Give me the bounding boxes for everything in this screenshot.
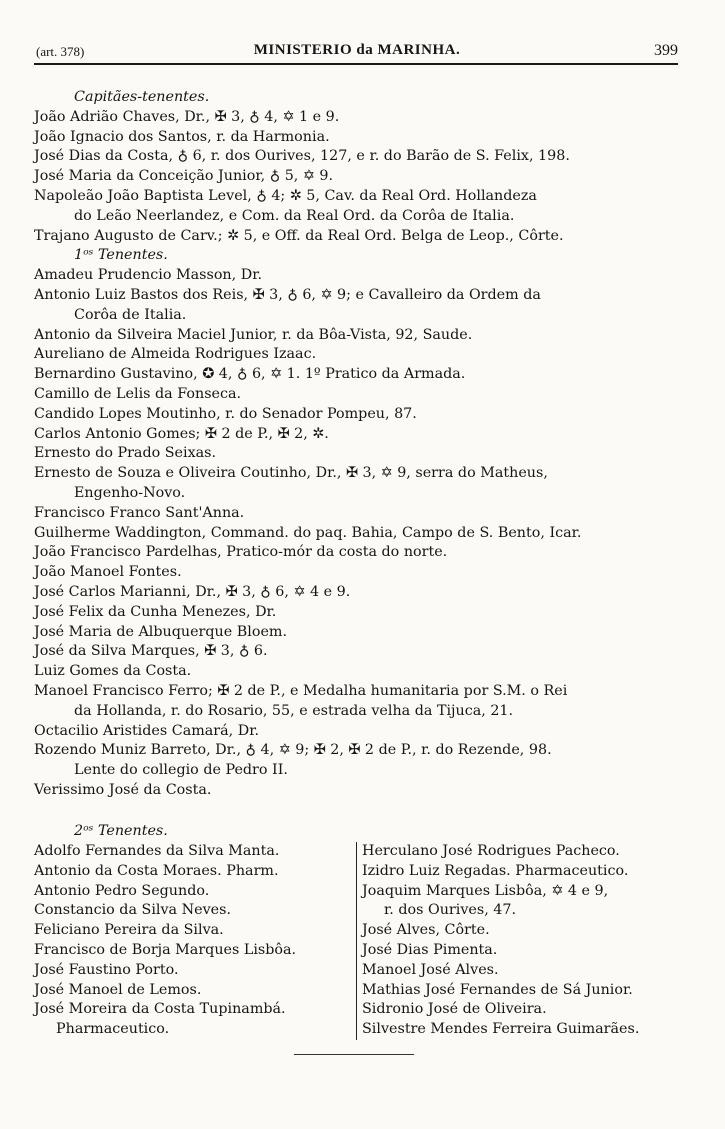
entry-line: João Adrião Chaves, Dr., ✠ 3, ♁ 4, ✡ 1 e 9.: [34, 108, 340, 125]
entry-line: Candido Lopes Moutinho, r. do Senador Pompeu, 87.: [34, 405, 417, 422]
entry-continuation: Engenho-Novo.: [74, 484, 186, 501]
entry-line: Napoleão João Baptista Level, ♁ 4; ✲ 5, Cav. da Real Ord. Hollandeza: [34, 187, 537, 204]
list-item: José Alves, Côrte.: [362, 922, 490, 939]
article-ref: (art. 378): [36, 44, 85, 59]
header-rule: [34, 63, 678, 65]
list-item: José Dias Pimenta.: [362, 941, 498, 958]
list-item-continuation: Pharmaceutico.: [56, 1021, 170, 1038]
entry-line: Octacilio Aristides Camará, Dr.: [34, 722, 260, 739]
entry-line: Camillo de Lelis da Fonseca.: [34, 385, 242, 402]
list-item: Manoel José Alves.: [362, 961, 499, 978]
entry-line: José da Silva Marques, ✠ 3, ♁ 6.: [34, 643, 268, 660]
entry-line: João Manoel Fontes.: [34, 564, 182, 581]
entry-continuation: Lente do collegio de Pedro II.: [74, 762, 288, 779]
running-title: MINISTERIO da MARINHA.: [253, 42, 461, 58]
list-item: Antonio da Costa Moraes. Pharm.: [34, 862, 279, 879]
entry-line: Guilherme Waddington, Command. do paq. Bahia, Campo de S. Bento, Icar.: [34, 524, 582, 541]
section-heading-segundos: 2ᵒˢ Tenentes.: [74, 823, 168, 839]
entry-line: Aureliano de Almeida Rodrigues Izaac.: [34, 346, 317, 363]
entry-line: José Maria de Albuquerque Bloem.: [34, 623, 288, 640]
list-item: Sidronio José de Oliveira.: [362, 1001, 547, 1018]
entry-line: Amadeu Prudencio Masson, Dr.: [34, 267, 262, 284]
section-heading-primeiros: 1ᵒˢ Tenentes.: [74, 247, 168, 264]
left-column: [34, 842, 352, 1040]
entry-continuation: Corôa de Italia.: [74, 306, 187, 323]
entry-line: Antonio Luiz Bastos dos Reis, ✠ 3, ♁ 6, ✡ 9; e Cavalleiro da Ordem da: [34, 286, 541, 303]
entry-line: João Francisco Pardelhas, Pratico-mór da costa do norte.: [34, 544, 448, 561]
list-item: Herculano José Rodrigues Pacheco.: [362, 843, 620, 859]
entry-line: Carlos Antonio Gomes; ✠ 2 de P., ✠ 2, ✲.: [34, 425, 329, 442]
list-item: Joaquim Marques Lisbôa, ✡ 4 e 9,: [362, 882, 609, 899]
entry-line: Trajano Augusto de Carv.; ✲ 5, e Off. da Real Ord. Belga de Leop., Côrte.: [34, 227, 564, 244]
entry-line: Bernardino Gustavino, ✪ 4, ♁ 6, ✡ 1. 1º Pratico da Armada.: [34, 366, 466, 383]
list-item: Constancio da Silva Neves.: [34, 902, 231, 919]
list-item: Feliciano Pereira da Silva.: [34, 922, 224, 939]
right-column: [356, 842, 686, 1040]
list-item: Antonio Pedro Segundo.: [34, 882, 210, 899]
entry-line: Luiz Gomes da Costa.: [34, 663, 192, 680]
list-item: Adolfo Fernandes da Silva Manta.: [34, 843, 280, 859]
entry-line: José Dias da Costa, ♁ 6, r. dos Ourives, 127, e r. do Barão de S. Felix, 198.: [34, 148, 570, 165]
entry-line: Verissimo José da Costa.: [34, 781, 212, 798]
entry-line: Antonio da Silveira Maciel Junior, r. da Bôa-Vista, 92, Saude.: [34, 326, 473, 343]
closing-rule: [294, 1054, 414, 1055]
entry-line: Manoel Francisco Ferro; ✠ 2 de P., e Medalha humanitaria por S.M. o Rei: [34, 682, 568, 699]
list-item: José Moreira da Costa Tupinambá.: [34, 1001, 286, 1018]
main-listing: [34, 88, 680, 801]
list-item: José Manoel de Lemos.: [34, 981, 202, 998]
entry-line: José Maria da Conceição Junior, ♁ 5, ✡ 9.: [34, 168, 334, 185]
list-item: Mathias José Fernandes de Sá Junior.: [362, 981, 633, 998]
page-number: 399: [654, 42, 678, 59]
entry-line: José Felix da Cunha Menezes, Dr.: [34, 603, 277, 620]
list-item: Silvestre Mendes Ferreira Guimarães.: [362, 1021, 640, 1038]
entry-line: Francisco Franco Sant'Anna.: [34, 504, 245, 521]
list-item: José Faustino Porto.: [34, 961, 179, 978]
entry-line: Rozendo Muniz Barreto, Dr., ♁ 4, ✡ 9; ✠ 2, ✠ 2 de P., r. do Rezende, 98.: [34, 742, 552, 759]
list-item: Izidro Luiz Regadas. Pharmaceutico.: [362, 862, 629, 879]
entry-continuation: da Hollanda, r. do Rosario, 55, e estrada velha da Tijuca, 21.: [74, 702, 514, 719]
list-item-continuation: r. dos Ourives, 47.: [384, 902, 517, 919]
list-item: Francisco de Borja Marques Lisbôa.: [34, 941, 297, 958]
page-header: [36, 40, 678, 64]
entry-line: Ernesto de Souza e Oliveira Coutinho, Dr., ✠ 3, ✡ 9, serra do Matheus,: [34, 465, 548, 482]
entry-line: José Carlos Marianni, Dr., ✠ 3, ♁ 6, ✡ 4 e 9.: [34, 583, 351, 600]
entry-line: Ernesto do Prado Seixas.: [34, 445, 217, 462]
segundos-tenentes-section: [34, 822, 680, 1038]
entry-continuation: do Leão Neerlandez, e Com. da Real Ord. da Corôa de Italia.: [74, 207, 515, 224]
entry-line: João Ignacio dos Santos, r. da Harmonia.: [34, 128, 330, 145]
section-heading-capitaes: Capitães-tenentes.: [74, 89, 210, 105]
